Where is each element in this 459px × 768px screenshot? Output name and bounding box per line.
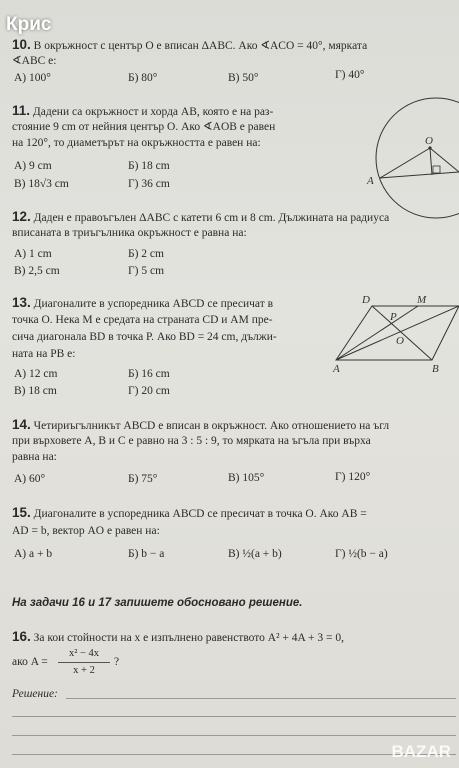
q13-option-b: Б) 16 cm	[128, 368, 170, 380]
q13-label-d: D	[362, 294, 370, 306]
q13-label-b: B	[432, 363, 439, 375]
q11-text2: стояние 9 cm от нейния център O. Ако ∢AOB е равен	[12, 121, 276, 133]
q12-text1: Даден е правоъгълен ΔABC с катети 6 cm и 8 cm. Дължината на радиуса	[33, 212, 390, 224]
q11-label-a: A	[367, 175, 374, 187]
q16-number: 16.	[12, 629, 31, 644]
q14-option-c: В) 105°	[228, 472, 265, 484]
q15-line1	[12, 506, 367, 521]
q16-line1	[12, 630, 344, 645]
q13-label-o: O	[396, 335, 404, 347]
q12-option-b: Б) 2 cm	[128, 248, 164, 260]
q13-option-d: Г) 20 cm	[128, 385, 170, 397]
q15-option-b: Б) b − a	[128, 548, 165, 560]
q11-option-b: Б) 18 cm	[128, 160, 170, 172]
answer-line-3	[12, 735, 456, 736]
q15-number: 15.	[12, 505, 31, 520]
answer-line-4	[12, 754, 456, 755]
q11-option-a: А) 9 cm	[14, 160, 52, 172]
q10-option-c: В) 50°	[228, 72, 259, 84]
q16-fraction-numerator: x² − 4x	[68, 648, 100, 659]
q14-number: 14.	[12, 417, 31, 432]
q11-text3: на 120°, то диаметърът на окръжността е равен на:	[12, 137, 261, 149]
q15-option-d: Г) ½(b − a)	[335, 548, 388, 560]
q16-fraction-bar	[58, 662, 110, 663]
q13-number: 13.	[12, 295, 31, 310]
bazar-logo: BAZAR	[391, 742, 451, 761]
q11-label-o: O	[425, 135, 433, 147]
q14-line1	[12, 418, 389, 433]
q13-text4: ната на PB е:	[12, 348, 76, 360]
q14-text1: Четириъгълникът ABCD е вписан в окръжност. Ако отношението на ъгл	[33, 420, 390, 432]
q12-option-d: Г) 5 cm	[128, 265, 165, 277]
q14-option-a: А) 60°	[14, 473, 46, 485]
q14-option-b: Б) 75°	[128, 473, 158, 485]
q15-option-a: А) a + b	[14, 548, 53, 560]
q16-fraction-denominator: x + 2	[73, 665, 95, 676]
q14-text2: при върховете A, B и C е равно на 3 : 5 : 9, то мярката на ъгъла при върха	[12, 435, 371, 447]
q12-number: 12.	[12, 209, 31, 224]
q10-option-b: Б) 80°	[128, 72, 158, 84]
q10-option-d: Г) 40°	[335, 69, 365, 81]
q15-text2: AD = b, вектор AO е равен на:	[12, 525, 160, 537]
q13-option-a: А) 12 cm	[14, 368, 58, 380]
q10-text1: В окръжност с център O е вписан ΔABC. Ако ∢ACO = 40°, мярката	[33, 40, 368, 52]
q13-text1: Диагоналите в успоредника ABCD се пресичат в	[33, 298, 274, 310]
solution-label: Решение:	[12, 688, 58, 700]
q11-number: 11.	[12, 103, 31, 118]
q12-text2: вписаната в триъгълника окръжност е равна на:	[12, 227, 247, 239]
answer-line-2	[12, 716, 456, 717]
q16-line2-suffix: ?	[114, 656, 120, 668]
q10-option-a: А) 100°	[14, 72, 51, 84]
q10-text2: ∢ABC е:	[12, 55, 57, 67]
answer-line-1	[66, 698, 456, 699]
q14-text3: равна на:	[12, 451, 57, 463]
q13-label-m: M	[417, 294, 427, 306]
q12-option-a: А) 1 cm	[14, 248, 52, 260]
q11-option-c: В) 18√3 cm	[14, 178, 69, 190]
q13-text3: сича диагонала BD в точка P. Ако BD = 24 cm, дължи-	[12, 331, 277, 343]
q14-option-d: Г) 120°	[335, 471, 371, 483]
q16-line2-prefix: ако A =	[12, 656, 48, 668]
q13-option-c: В) 18 cm	[14, 385, 57, 397]
watermark: Крис	[6, 14, 52, 35]
q15-option-c: В) ½(a + b)	[228, 548, 282, 560]
instruction-note: На задачи 16 и 17 запишете обосновано решение.	[12, 597, 303, 609]
q13-text2: точка O. Нека M е средата на страната CD и AM пре-	[12, 314, 273, 326]
q16-text1: За кои стойности на x е изпълнено равенството A² + 4A + 3 = 0,	[33, 632, 345, 644]
q13-label-p: P	[390, 311, 397, 323]
q12-option-c: В) 2,5 cm	[14, 265, 60, 277]
q11-option-d: Г) 36 cm	[128, 178, 170, 190]
q11-text1: Дадени са окръжност и хорда AB, която е на раз-	[32, 106, 274, 118]
q10-number: 10.	[12, 37, 31, 52]
q15-text1: Диагоналите в успоредника ABCD се пресичат в точка O. Ако AB =	[33, 508, 367, 520]
q13-label-a: A	[333, 363, 340, 375]
